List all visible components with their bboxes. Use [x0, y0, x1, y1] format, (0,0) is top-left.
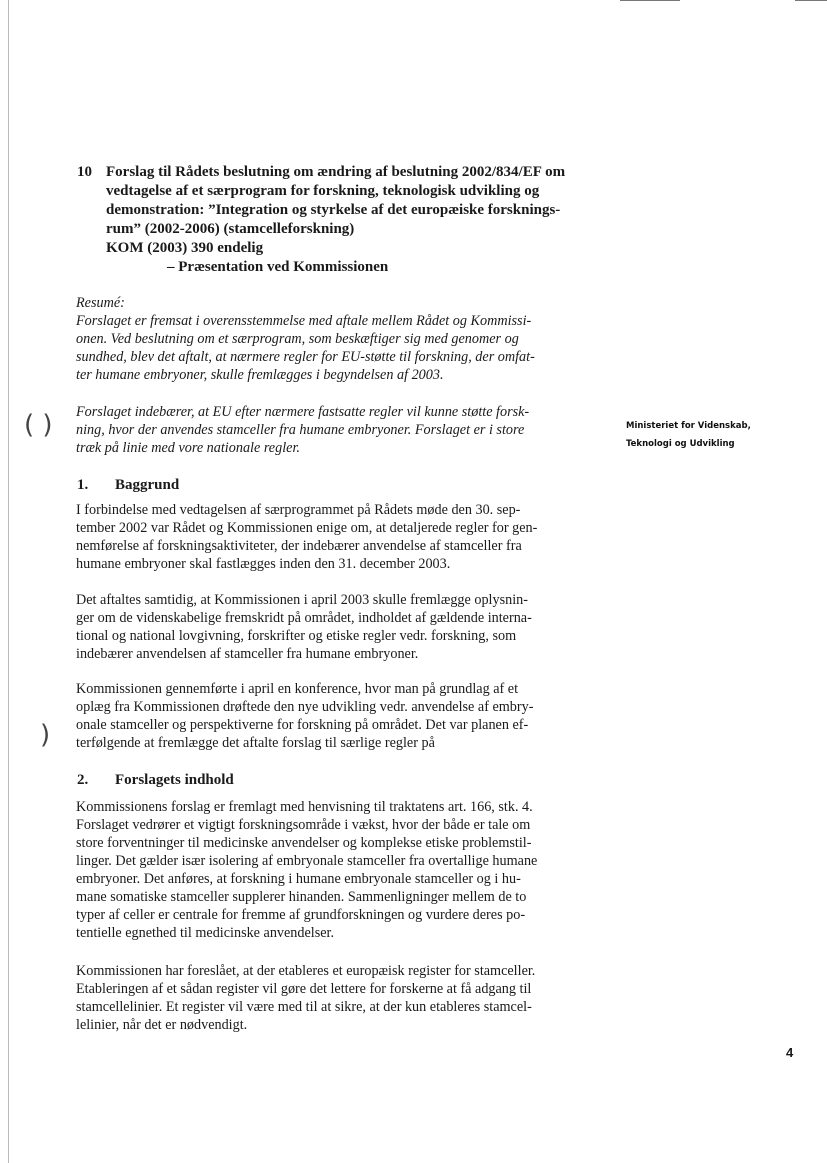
body-line: lelinier, når det er nødvendigt. [76, 1017, 248, 1033]
resume-line: træk på linie med vore nationale regler. [76, 440, 300, 456]
punch-hole-mark-icon: ) [40, 720, 51, 750]
scan-top-rule-right [795, 0, 827, 1]
resume-line: Forslaget indebærer, at EU efter nærmere fastsatte regler vil kunne støtte forsk- [76, 404, 530, 420]
agenda-item-subheading: – Præsentation ved Kommissionen [167, 259, 389, 275]
body-line: terfølgende at fremlægge det aftalte forslag til særlige regler på [76, 735, 435, 751]
body-line: Kommissionen har foreslået, at der etableres et europæisk register for stamceller. [76, 963, 536, 979]
body-line: linger. Det gælder især isolering af embryonale stamceller fra overtallige humane [76, 853, 538, 869]
scan-edge-line [8, 0, 9, 1163]
resume-line: ter humane embryoner, skulle fremlægges i begyndelsen af 2003. [76, 367, 444, 383]
heading-line: vedtagelse af et særprogram for forskning, teknologisk udvikling og [106, 183, 540, 199]
ministry-line: Ministeriet for Videnskab, [626, 421, 751, 431]
body-line: humane embryoner skal fastlægges inden den 31. december 2003. [76, 556, 451, 572]
scan-top-rule [620, 0, 680, 1]
body-line: Kommissionens forslag er fremlagt med henvisning til traktatens art. 166, stk. 4. [76, 799, 533, 815]
section-1-paragraph-2 [76, 591, 592, 663]
agenda-item-title [106, 163, 596, 258]
body-line: oplæg fra Kommissionen drøftede den nye udvikling vedr. anvendelse af embry- [76, 699, 534, 715]
section-1-paragraph-3 [76, 680, 592, 752]
body-line: typer af celler er centrale for fremme af grundforskningen og vurdere deres po- [76, 907, 526, 923]
section-2-paragraph-2 [76, 962, 592, 1034]
body-line: onale stamceller og perspektiverne for forskning på området. Det var planen ef- [76, 717, 529, 733]
heading-line: KOM (2003) 390 endelig [106, 240, 264, 256]
body-line: tional og national lovgivning, forskrifter og etiske regler vedr. forskning, som [76, 628, 517, 644]
body-line: I forbindelse med vedtagelsen af særprogrammet på Rådets møde den 30. sep- [76, 502, 521, 518]
body-line: ger om de videnskabelige fremskridt på området, indholdet af gældende interna- [76, 610, 532, 626]
agenda-item-number: 10 [77, 164, 92, 180]
resume-line: ning, hvor der anvendes stamceller fra humane embryoner. Forslaget er i store [76, 422, 525, 438]
section-1-paragraph-1 [76, 501, 592, 573]
body-line: Etableringen af et sådan register vil gøre det lettere for forskerne at få adgang til [76, 981, 532, 997]
body-line: store forventninger til medicinske anvendelser og komplekse etiske problemstil- [76, 835, 532, 851]
body-line: mane somatiske stamceller supplerer hinanden. Sammenligninger mellem de to [76, 889, 527, 905]
section-title: Baggrund [115, 477, 180, 493]
body-line: tentielle egnethed til medicinske anvendelser. [76, 925, 335, 941]
ministry-sidebar [626, 417, 816, 453]
section-title: Forslagets indhold [115, 772, 234, 788]
resume-line: Forslaget er fremsat i overensstemmelse med aftale mellem Rådet og Kommissi- [76, 313, 532, 329]
body-line: embryoner. Det anføres, at forskning i humane embryonale stamceller og i hu- [76, 871, 521, 887]
punch-hole-mark-icon: ( ) [24, 410, 53, 440]
ministry-line: Teknologi og Udvikling [626, 439, 735, 449]
resume-paragraph-2 [76, 403, 592, 457]
heading-line: rum” (2002-2006) (stamcelleforskning) [106, 221, 355, 237]
page-number: 4 [786, 1045, 794, 1060]
body-line: stamcellelinier. Et register vil være med til at sikre, at der kun etableres stamcel- [76, 999, 532, 1015]
resume-section [76, 294, 592, 384]
body-line: nemførelse af forskningsaktiviteter, der indebærer anvendelse af stamceller fra [76, 538, 522, 554]
resume-label: Resumé: [76, 295, 125, 311]
heading-line: Forslag til Rådets beslutning om ændring af beslutning 2002/834/EF om [106, 164, 566, 180]
resume-line: onen. Ved beslutning om et særprogram, som beskæftiger sig med genomer og [76, 331, 519, 347]
body-line: Forslaget vedrører et vigtigt forskningsområde i vækst, hvor der både er tale om [76, 817, 531, 833]
section-2-paragraph-1 [76, 798, 592, 942]
body-line: Det aftaltes samtidig, at Kommissionen i april 2003 skulle fremlægge oplysnin- [76, 592, 528, 608]
section-number: 1. [77, 477, 89, 493]
section-number: 2. [77, 772, 89, 788]
body-line: indebærer anvendelsen af stamceller fra humane embryoner. [76, 646, 419, 662]
heading-line: demonstration: ”Integration og styrkelse af det europæiske forsknings- [106, 202, 561, 218]
resume-line: sundhed, blev det aftalt, at nærmere regler for EU-støtte til forskning, der omfat- [76, 349, 535, 365]
body-line: tember 2002 var Rådet og Kommissionen enige om, at detaljerede regler for gen- [76, 520, 538, 536]
body-line: Kommissionen gennemførte i april en konference, hvor man på grundlag af et [76, 681, 519, 697]
